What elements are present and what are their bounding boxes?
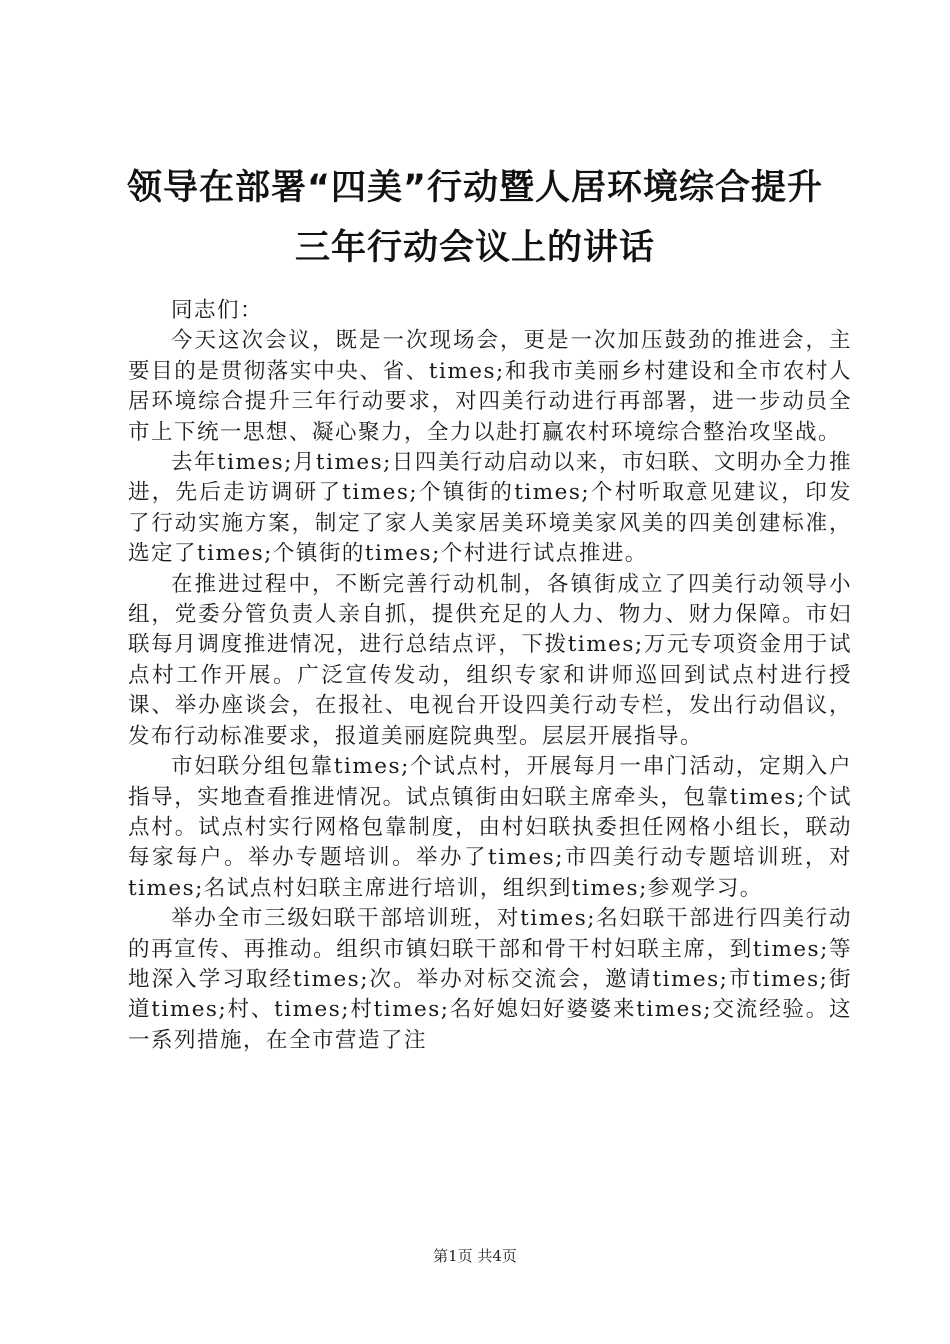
- paragraph-5: 举办全市三级妇联干部培训班，对times;名妇联干部进行四美行动的再宣传、再推动。组织市镇妇联干部和骨干村妇联主席，到times;等地深入学习取经times;次。举办对标交流会，邀请times;市times;街道times;村、times;村times;名好媳妇好婆婆来times;交流经验。这一系列措施，在全市营造了注: [128, 906, 852, 1053]
- page-footer: 第1页 共4页: [433, 1247, 517, 1265]
- greeting: 同志们：: [171, 298, 264, 323]
- paragraph-1: 今天这次会议，既是一次现场会，更是一次加压鼓劲的推进会，主要目的是贯彻落实中央、省、times;和我市美丽乡村建设和全市农村人居环境综合提升三年行动要求，对四美行动进行再部署，进一步动员全市上下统一思想、凝心聚力，全力以赴打赢农村环境综合整治攻坚战。: [128, 328, 852, 445]
- paragraph-3: 在推进过程中，不断完善行动机制，各镇街成立了四美行动领导小组，党委分管负责人亲自抓，提供充足的人力、物力、财力保障。市妇联每月调度推进情况，进行总结点评，下拨times;万元专项资金用于试点村工作开展。广泛宣传发动，组织专家和讲师巡回到试点村进行授课、举办座谈会，在报社、电视台开设四美行动专栏，发出行动倡议，发布行动标准要求，报道美丽庭院典型。层层开展指导。: [128, 571, 852, 749]
- document-title-line-1: 领导在部署“四美”行动暨人居环境综合提升: [126, 168, 823, 208]
- paragraph-4: 市妇联分组包靠times;个试点村，开展每月一串门活动，定期入户指导，实地查看推进情况。试点镇街由妇联主席牵头，包靠times;个试点村。试点村实行网格包靠制度，由村妇联执委担任网格小组长，联动每家每户。举办专题培训。举办了times;市四美行动专题培训班，对times;名试点村妇联主席进行培训，组织到times;参观学习。: [128, 754, 852, 901]
- document-body: [128, 296, 852, 1056]
- document-title-line-2: 三年行动会议上的讲话: [294, 228, 655, 268]
- paragraph-2: 去年times;月times;日四美行动启动以来，市妇联、文明办全力推进，先后走访调研了times;个镇街的times;个村听取意见建议，印发了行动实施方案，制定了家人美家居美环境美家风美的四美创建标准，选定了times;个镇街的times;个村进行试点推进。: [128, 450, 852, 567]
